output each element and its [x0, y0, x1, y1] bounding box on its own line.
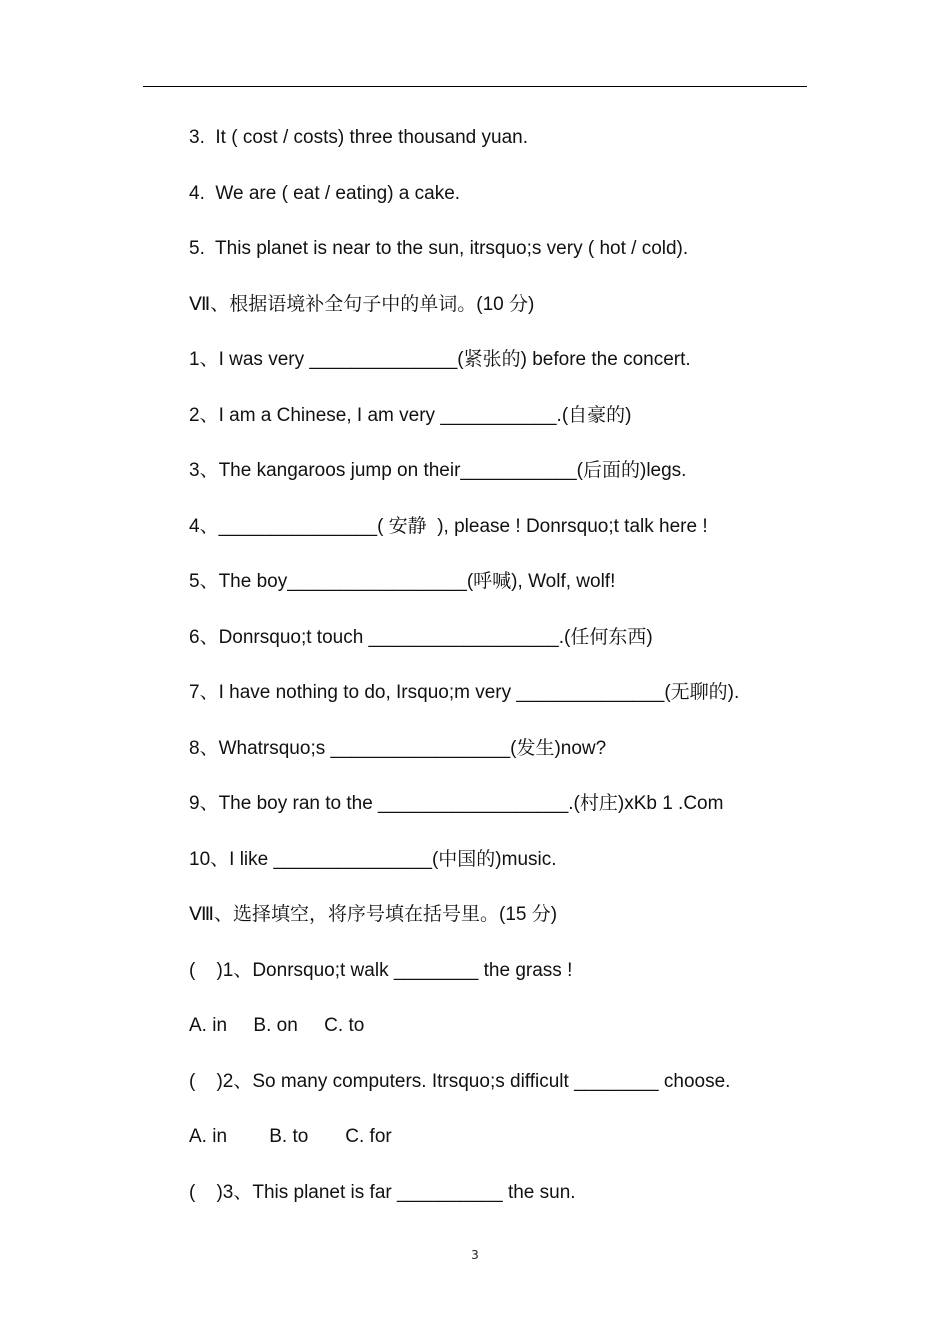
section-7-heading: Ⅶ、根据语境补全句子中的单词。(10 分) [189, 293, 535, 315]
question-7-3: 3、The kangaroos jump on their___________(后面的)legs. [189, 460, 687, 481]
question-8-2: ( )2、So many computers. Itrsquo;s difficult ________ choose. [189, 1070, 731, 1092]
question-7-1: 1、I was very ______________(紧张的) before the concert. [189, 349, 691, 370]
question-7-5: 5、The boy_________________(呼喊), Wolf, wolf! [189, 571, 616, 592]
question-8-1: ( )1、Donrsquo;t walk ________ the grass ! [189, 959, 573, 981]
worksheet-body [189, 120, 829, 1230]
question-7-7: 7、I have nothing to do, Irsquo;m very ______________(无聊的). [189, 682, 740, 703]
question-6-3: 3. It ( cost / costs) three thousand yuan. [189, 127, 529, 148]
question-6-4: 4. We are ( eat / eating) a cake. [189, 182, 461, 204]
page-number: 3 [471, 1248, 479, 1262]
header-rule [143, 86, 807, 87]
question-7-2: 2、I am a Chinese, I am very ___________.(自豪的) [189, 404, 632, 426]
question-7-9: 9、The boy ran to the __________________.(村庄)xKb 1 .Com [189, 793, 724, 814]
question-8-1-options: A. in B. on C. to [189, 1015, 365, 1036]
question-8-2-options: A. in B. to C. for [189, 1126, 392, 1147]
question-7-6: 6、Donrsquo;t touch __________________.(任何东西) [189, 626, 653, 648]
section-8-heading: Ⅷ、选择填空，将序号填在括号里。(15 分) [189, 904, 558, 925]
question-7-8: 8、Whatrsquo;s _________________(发生)now? [189, 737, 607, 759]
question-7-10: 10、I like _______________(中国的)music. [189, 848, 557, 870]
question-8-3: ( )3、This planet is far __________ the sun. [189, 1181, 576, 1203]
question-7-4: 4、_______________( 安静 ), please ! Donrsquo;t talk here ! [189, 515, 708, 537]
question-6-5: 5. This planet is near to the sun, itrsquo;s very ( hot / cold). [189, 238, 689, 259]
